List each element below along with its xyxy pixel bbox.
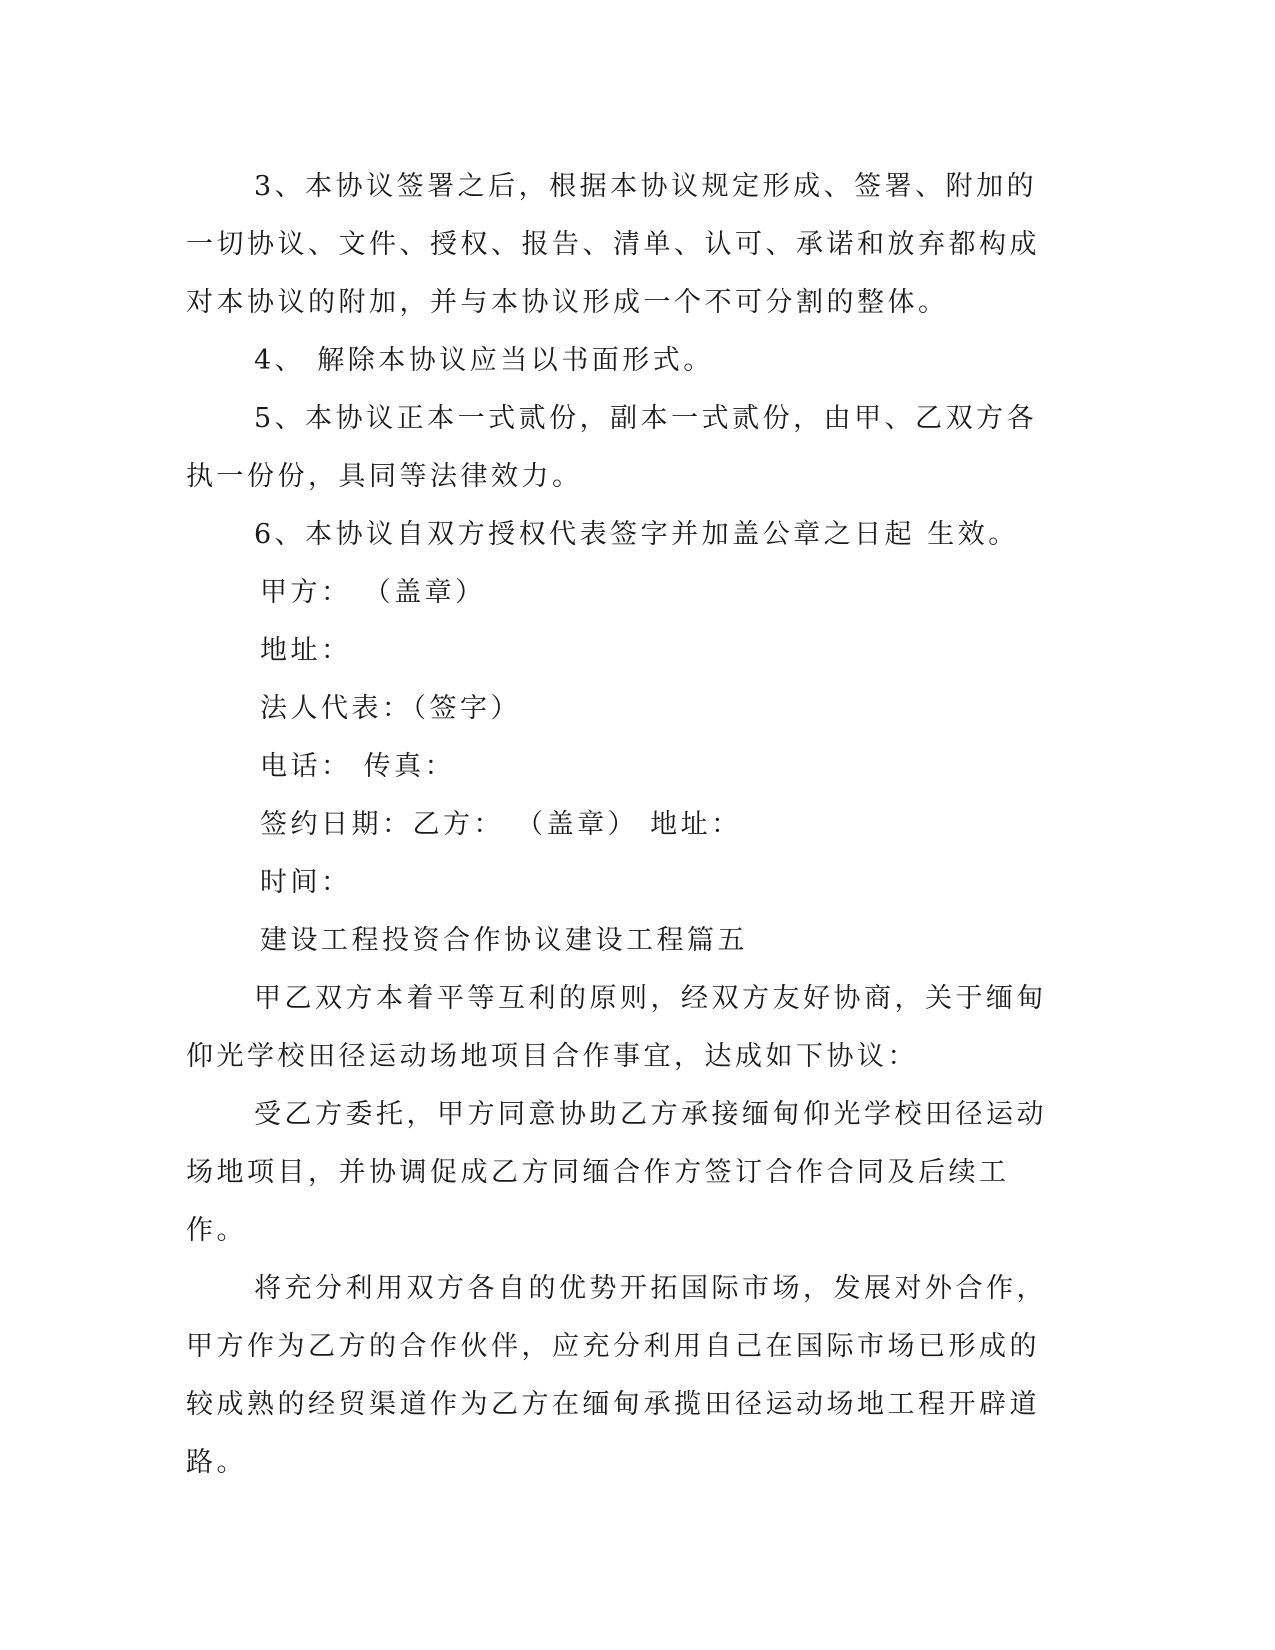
section-paragraph-2: 受乙方委托，甲方同意协助乙方承接缅甸仰光学校田径运动场地项目，并协调促成乙方同缅合作方签订合作合同及后续工作。 [186,1099,1047,1246]
phone-fax-line: 电话： 传真： [260,751,456,782]
address-line: 地址： [260,635,352,666]
section-title: 建设工程投资合作协议建设工程篇五 [260,925,748,956]
section-paragraph-1: 甲乙双方本着平等互利的原则，经双方友好协商，关于缅甸仰光学校田径运动场地项目合作事宜，达成如下协议： [186,983,1047,1072]
legal-representative-line: 法人代表：（签字） [260,693,521,724]
clause-5: 5、本协议正本一式贰份，副本一式贰份，由甲、乙双方各执一份份，具同等法律效力。 [186,403,1038,492]
clause-4: 4、 解除本协议应当以书面形式。 [254,345,714,376]
signing-date-line: 签约日期：乙方： （盖章） 地址： [260,809,742,840]
clause-3: 3、本协议签署之后，根据本协议规定形成、签署、附加的一切协议、文件、授权、报告、清单、认可、承诺和放弃都构成对本协议的附加，并与本协议形成一个不可分割的整体。 [186,171,1040,318]
time-line: 时间： [260,867,352,898]
party-a-seal-line: 甲方： （盖章） [260,577,486,608]
clause-6: 6、本协议自双方授权代表签字并加盖公章之日起 生效。 [254,519,1019,550]
document-body [186,158,1066,1492]
section-paragraph-3: 将充分利用双方各自的优势开拓国际市场，发展对外合作，甲方作为乙方的合作伙伴，应充分利用自己在国际市场已形成的较成熟的经贸渠道作为乙方在缅甸承揽田径运动场地工程开辟道路。 [186,1273,1047,1478]
